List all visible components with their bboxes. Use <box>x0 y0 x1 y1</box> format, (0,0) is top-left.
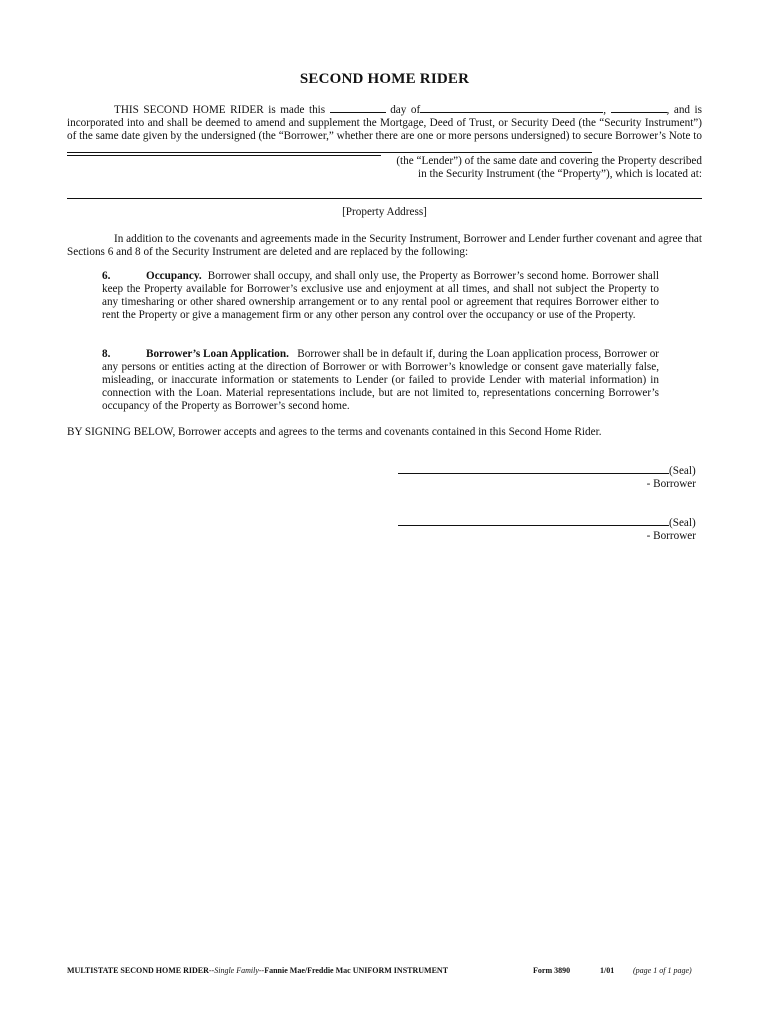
signature-line[interactable] <box>398 515 669 526</box>
property-address-line[interactable] <box>67 198 702 199</box>
section-number: 6. <box>102 270 111 282</box>
intro-text-2: day of <box>390 104 421 116</box>
footer-date: 1/01 <box>600 966 615 975</box>
intro-paragraph <box>67 103 702 157</box>
footer-form-name: MULTISTATE SECOND HOME RIDER <box>67 966 209 975</box>
month-blank[interactable] <box>420 103 603 113</box>
intro-text-5: is incorporated into and shall be deemed to amend and supplement the Mortgage, Deed of Trust, or Security Deed (the “Security Instrument”) of the same date given by the undersigned (the “Borrower,” whether there are one or more persons undersigned) to secure Borrower’s Note to <box>67 104 703 142</box>
document-title: SECOND HOME RIDER <box>299 71 470 87</box>
signature-block-1 <box>398 463 696 491</box>
intro-text-4: , and <box>666 104 691 116</box>
day-blank[interactable] <box>330 103 386 113</box>
signing-statement: BY SIGNING BELOW, Borrower accepts and agrees to the terms and covenants contained in this Second Home Rider. <box>67 426 602 438</box>
intro-text-3: , <box>603 104 606 116</box>
footer-form-number: Form 3890 <box>533 966 571 975</box>
property-address-label: [Property Address] <box>342 206 427 218</box>
section-heading: Occupancy. <box>146 270 202 282</box>
document-page <box>67 0 702 1024</box>
signer-role: - Borrower <box>646 478 696 490</box>
section-loan-application <box>102 348 659 413</box>
covenants-intro: In addition to the covenants and agreements made in the Security Instrument, Borrower and Lender further covenant and agree that Sections 6 and 8 of the Security Instrument are deleted and are replaced by the following: <box>67 233 702 258</box>
lender-text <box>387 155 702 181</box>
section-text: Borrower shall be in default if, during the Loan application process, Borrower or any persons or entities acting at the direction of Borrower or with Borrower’s knowledge or consent gave materially false, misleading, or inaccurate information or statements to Lender (or failed to provide Lender with material information) in connection with the Loan. Material representations include, but are not limited to, representations concerning Borrower’s occupancy of the Property as Borrower’s second home. <box>102 348 660 412</box>
section-heading: Borrower’s Loan Application. <box>146 348 289 360</box>
year-blank[interactable] <box>611 103 667 113</box>
signer-role: - Borrower <box>646 530 696 542</box>
lender-description: (the “Lender”) of the same date and covering the Property described in the Security Instrument (the “Property”), which is located at: <box>396 155 702 180</box>
section-text: Borrower shall occupy, and shall only use, the Property as Borrower’s second home. Borrower shall keep the Property available for Borrower’s exclusive use and enjoyment at all times, and shall not subject the Property to any timesharing or other shared ownership arrangement or to any rental pool or agreement that requires Borrower either to rent the Property or give a management firm or any other person any control over the occupancy or use of the Property. <box>102 270 659 321</box>
lender-name-blank[interactable] <box>67 143 592 153</box>
seal-label: (Seal) <box>669 517 696 529</box>
seal-label: (Seal) <box>669 465 696 477</box>
footer-page-number: (page 1 of 1 page) <box>633 966 692 975</box>
section-number: 8. <box>102 348 111 360</box>
lender-name-line-2[interactable] <box>67 155 381 156</box>
section-occupancy <box>102 270 659 322</box>
footer-subtitle: --Single Family-- <box>208 966 265 975</box>
footer-agencies: Fannie Mae/Freddie Mac UNIFORM INSTRUMENT <box>264 966 449 975</box>
intro-text-1: THIS SECOND HOME RIDER is made this <box>114 104 326 116</box>
signature-block-2 <box>398 515 696 543</box>
signature-line[interactable] <box>398 463 669 474</box>
